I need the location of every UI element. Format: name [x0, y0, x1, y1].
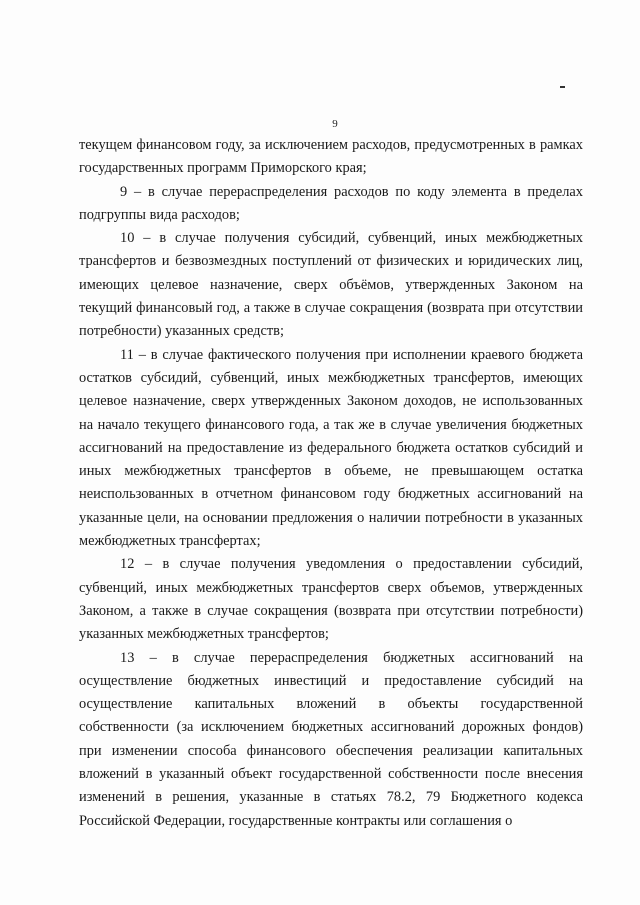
paragraph-item-10: 10 – в случае получения субсидий, субвенций, иных межбюджетных трансфертов и безвозмездных поступлений от физических и юридических лиц, имеющих целевое назначение, сверх объёмов, утвержденных Законом на текущий финансовый год, а также в случае сокращения (возврата при отсутствии потребности) указанных средств; — [79, 230, 583, 340]
document-body — [79, 134, 583, 833]
scan-mark — [560, 86, 565, 88]
paragraph-item-12: 12 – в случае получения уведомления о предоставлении субсидий, субвенций, иных межбюджетных трансфертов сверх объемов, утвержденных Законом, а также в случае сокращения (возврата при отсутствии потребности) указанных межбюджетных трансфертов; — [79, 556, 583, 643]
paragraph-item-9: 9 – в случае перераспределения расходов по коду элемента в пределах подгруппы вида расходов; — [79, 183, 583, 223]
paragraph-item-13: 13 – в случае перераспределения бюджетных ассигнований на осуществление бюджетных инвестиций и предоставление субсидий на осуществление капитальных вложений в объекты государственной собственности (за исключением бюджетных ассигнований дорожных фондов) при изменении способа финансового обеспечения реализации капитальных вложений в указанный объект государственной собственности после внесения изменений в решения, указанные в статьях 78.2, 79 Бюджетного кодекса Российской Федерации, государственные контракты или соглашения о — [79, 649, 583, 829]
paragraph-item-11: 11 – в случае фактического получения при исполнении краевого бюджета остатков субсидий, субвенций, иных межбюджетных трансфертов, имеющих целевое назначение, сверх утвержденных Законом доходов, не использованных на начало текущего финансового года, а так же в случае увеличения бюджетных ассигнований на предоставление из федерального бюджета остатков субсидий и иных межбюджетных трансфертов в объеме, не превышающем остатка неиспользованных в отчетном финансовом году бюджетных ассигнований на указанные цели, на основании предложения о наличии потребности в указанных межбюджетных трансфертах; — [79, 346, 583, 550]
paragraph-continuation: текущем финансовом году, за исключением расходов, предусмотренных в рамках государственных программ Приморского края; — [79, 137, 583, 177]
page-number: 9 — [332, 118, 338, 130]
